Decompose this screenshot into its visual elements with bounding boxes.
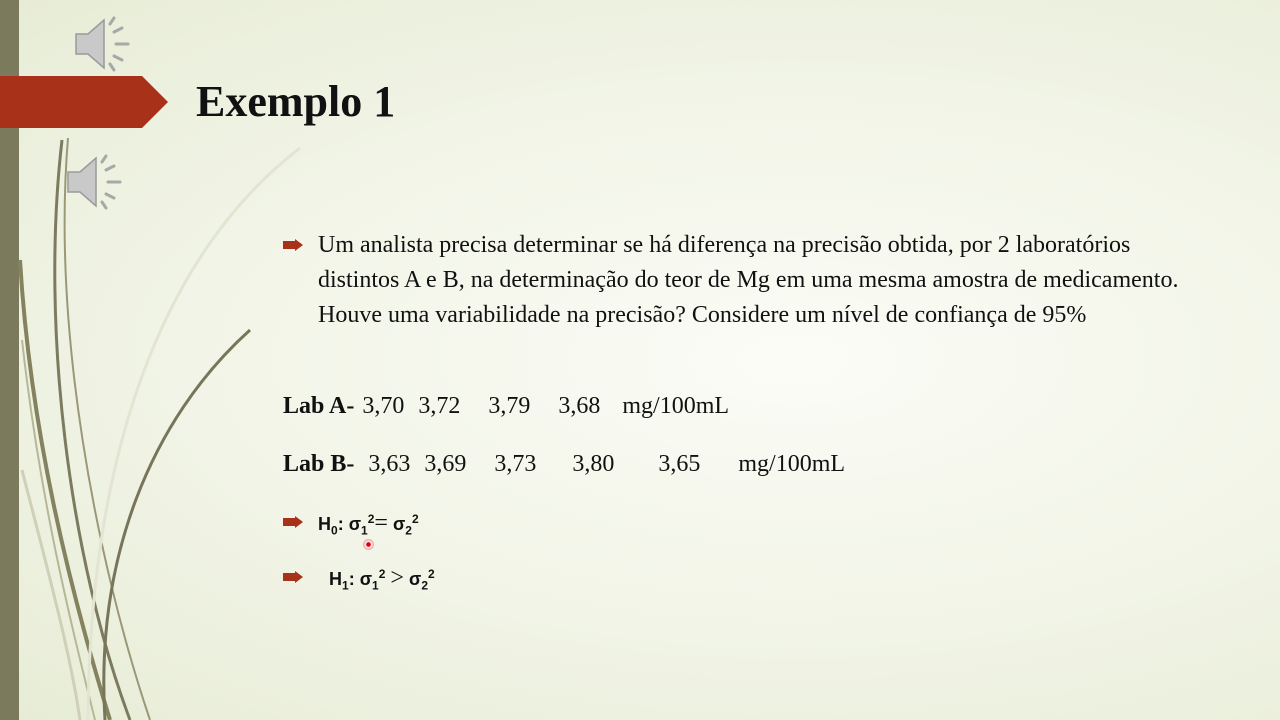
lab-b-value: 3,80: [572, 451, 615, 477]
sigma: σ: [392, 514, 406, 534]
operator: =: [374, 510, 388, 536]
sigma: σ: [359, 569, 373, 589]
speaker-icon[interactable]: [64, 152, 130, 212]
sigma-superscript: 2: [411, 512, 419, 526]
lab-a-value: 3,72: [418, 393, 461, 419]
hypothesis-h1: [329, 565, 435, 593]
arrow-bullet-icon: [283, 239, 303, 251]
sigma-superscript: 2: [367, 512, 375, 526]
sigma-superscript: 2: [378, 567, 386, 581]
sigma-superscript: 2: [428, 567, 435, 581]
sigma: σ: [408, 569, 422, 589]
laser-pointer-cursor: [363, 539, 374, 550]
lab-a-row: [283, 393, 729, 420]
h-symbol: H: [318, 514, 331, 534]
lab-a-label: Lab A-: [283, 393, 355, 419]
colon: :: [337, 514, 344, 534]
lab-b-value: 3,73: [494, 451, 537, 477]
lab-b-value: 3,63: [368, 451, 411, 477]
lab-a-value: 3,68: [558, 393, 601, 419]
h-symbol: H: [329, 569, 342, 589]
sigma: σ: [348, 514, 362, 534]
slide-title: Exemplo 1: [196, 77, 396, 126]
operator: >: [390, 565, 404, 591]
h-subscript: 0: [331, 523, 338, 538]
hypothesis-h0: [318, 510, 419, 538]
h-subscript: 1: [342, 578, 349, 593]
lab-a-unit: mg/100mL: [622, 393, 730, 419]
lab-b-value: 3,69: [424, 451, 467, 477]
speaker-icon[interactable]: [72, 14, 138, 74]
lab-a-value: 3,79: [488, 393, 531, 419]
arrow-bullet-icon: [283, 516, 303, 528]
colon: :: [348, 569, 355, 589]
lab-b-label: Lab B-: [283, 451, 355, 477]
title-accent-arrow: [0, 76, 168, 128]
sigma-subscript: 1: [361, 523, 368, 538]
arrow-bullet-icon: [283, 571, 303, 583]
problem-statement: Um analista precisa determinar se há diferença na precisão obtida, por 2 laboratórios distintos A e B, na determinação do teor de Mg em uma mesma amostra de medicamento. Houve uma variabilidade na precisão? Considere um nível de confiança de 95%: [318, 232, 1179, 328]
sigma-subscript: 2: [405, 523, 412, 538]
sigma-subscript: 2: [421, 578, 428, 593]
lab-a-value: 3,70: [362, 393, 405, 419]
lab-b-value: 3,65: [658, 451, 701, 477]
lab-b-row: [283, 451, 845, 478]
sigma-subscript: 1: [372, 578, 379, 593]
lab-b-unit: mg/100mL: [738, 451, 846, 477]
